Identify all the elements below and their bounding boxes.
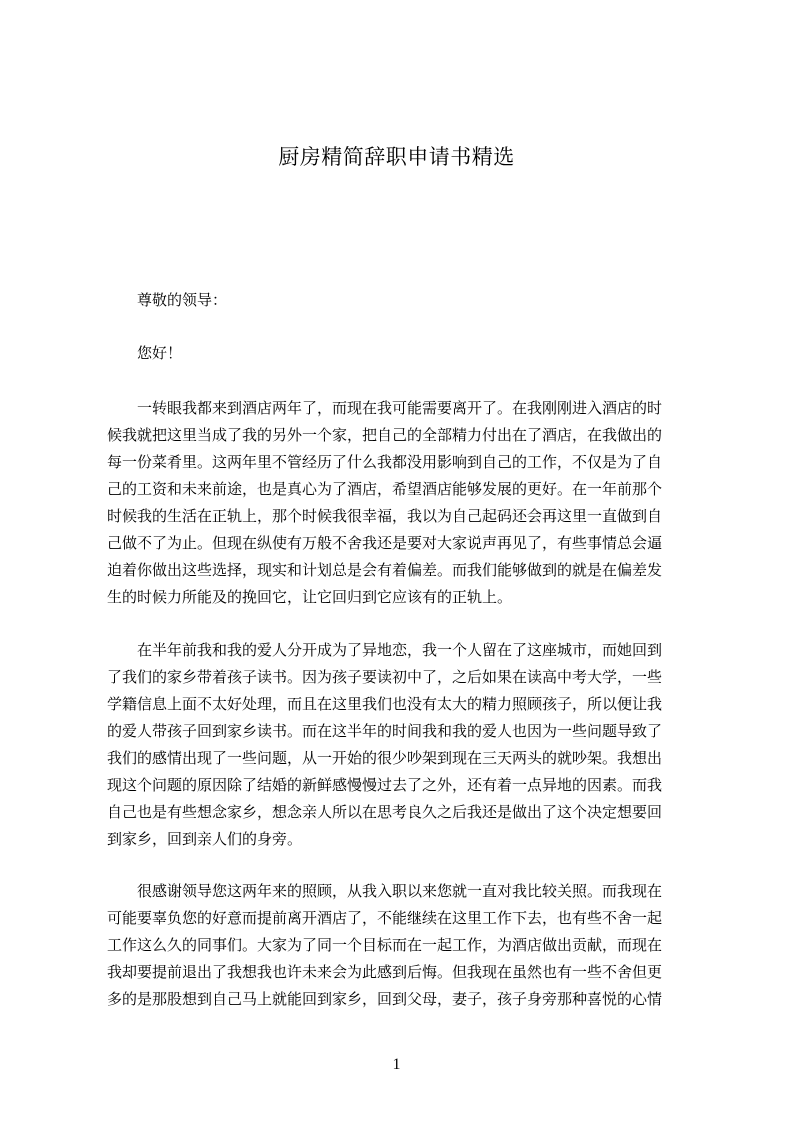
paragraph-2-line-6: 现这个问题的原因除了结婚的新鲜感慢慢过去了之外，还有着一点异地的因素。而我 <box>107 776 663 794</box>
paragraph-2-line-4: 的爱人带孩子回到家乡读书。而在这半年的时间我和我的爱人也因为一些问题导致了 <box>107 722 663 740</box>
paragraph-1-line-1: 一转眼我都来到酒店两年了，而现在我可能需要离开了。在我刚刚进入酒店的时 <box>137 399 663 417</box>
greeting: 您好！ <box>137 344 183 362</box>
paragraph-1-line-3: 每一份菜肴里。这两年里不管经历了什么我都没用影响到自己的工作，不仅是为了自 <box>107 453 663 471</box>
paragraph-1-line-2: 候我就把这里当成了我的另外一个家，把自己的全部精力付出在了酒店，在我做出的 <box>107 426 663 444</box>
paragraph-3-line-1: 很感谢领导您这两年来的照顾，从我入职以来您就一直对我比较关照。而我现在 <box>137 882 663 900</box>
paragraph-1-line-7: 迫着你做出这些选择，现实和计划总是会有着偏差。而我们能够做到的就是在偏差发 <box>107 561 663 579</box>
paragraph-3-line-2: 可能要辜负您的好意而提前离开酒店了，不能继续在这里工作下去，也有些不舍一起 <box>107 909 663 927</box>
paragraph-1-line-4: 己的工资和未来前途，也是真心为了酒店，希望酒店能够发展的更好。在一年前那个 <box>107 480 663 498</box>
paragraph-2-line-2: 了我们的家乡带着孩子读书。因为孩子要读初中了，之后如果在读高中考大学，一些 <box>107 668 663 686</box>
page-number: 1 <box>392 1056 401 1073</box>
paragraph-2-line-3: 学籍信息上面不太好处理，而且在这里我们也没有太大的精力照顾孩子，所以便让我 <box>107 695 663 713</box>
paragraph-3-line-4: 我却要提前退出了我想我也许未来会为此感到后悔。但我现在虽然也有一些不舍但更 <box>107 963 663 981</box>
paragraph-2-line-7: 自己也是有些想念家乡，想念亲人所以在思考良久之后我还是做出了这个决定想要回 <box>107 803 663 821</box>
paragraph-1-line-6: 己做不了为止。但现在纵使有万般不舍我还是要对大家说声再见了，有些事情总会逼 <box>107 534 663 552</box>
paragraph-1-line-5: 时候我的生活在正轨上，那个时候我很幸福，我以为自己起码还会再这里一直做到自 <box>107 507 663 525</box>
paragraph-3-line-5: 多的是那股想到自己马上就能回到家乡，回到父母，妻子，孩子身旁那种喜悦的心情 <box>107 990 663 1008</box>
paragraph-2-line-1: 在半年前我和我的爱人分开成为了异地恋，我一个人留在了这座城市，而她回到 <box>137 641 663 659</box>
paragraph-3-line-3: 工作这么久的同事们。大家为了同一个目标而在一起工作，为酒店做出贡献，而现在 <box>107 936 663 954</box>
paragraph-1-line-8: 生的时候力所能及的挽回它，让它回归到它应该有的正轨上。 <box>107 588 513 606</box>
document-title: 厨房精简辞职申请书精选 <box>278 145 515 169</box>
paragraph-2-line-8: 到家乡，回到亲人们的身旁。 <box>107 830 303 848</box>
paragraph-2-line-5: 我们的感情出现了一些问题，从一开始的很少吵架到现在三天两头的就吵架。我想出 <box>107 749 663 767</box>
salutation: 尊敬的领导： <box>137 291 228 309</box>
